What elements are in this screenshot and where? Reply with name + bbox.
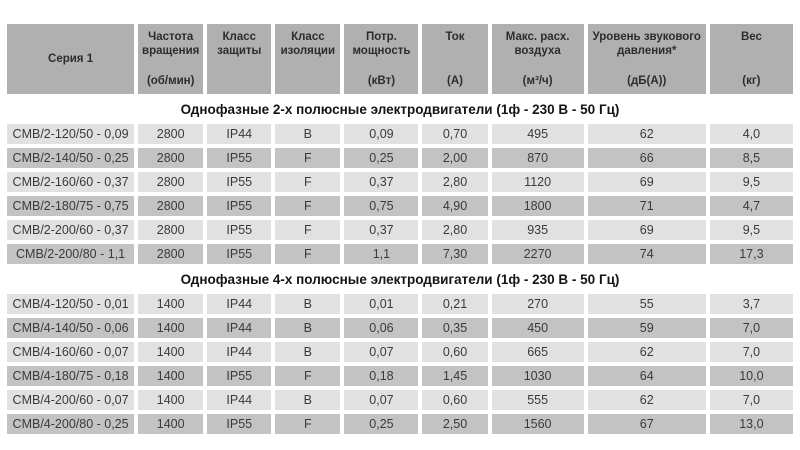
- value-cell: 9,5: [710, 172, 793, 192]
- header-label: Ток: [445, 31, 465, 43]
- value-cell: F: [275, 196, 340, 216]
- header-power: [344, 24, 418, 94]
- value-cell: B: [275, 342, 340, 362]
- value-cell: IP55: [207, 366, 271, 386]
- header-airflow: [492, 24, 584, 94]
- value-cell: 935: [492, 220, 584, 240]
- value-cell: IP55: [207, 196, 271, 216]
- value-cell: 1,45: [422, 366, 487, 386]
- header-label: Уровень звукового давления*: [592, 31, 701, 58]
- section-title-row: [7, 268, 793, 290]
- value-cell: IP55: [207, 148, 271, 168]
- value-cell: 0,25: [344, 414, 418, 434]
- value-cell: IP44: [207, 318, 271, 338]
- table-row: [7, 294, 793, 314]
- value-cell: 2,80: [422, 220, 487, 240]
- value-cell: IP55: [207, 172, 271, 192]
- table-row: [7, 196, 793, 216]
- value-cell: 2800: [138, 244, 203, 264]
- section-title: Однофазные 2-х полюсные электродвигатели (1ф - 230 В - 50 Гц): [7, 98, 793, 120]
- value-cell: 62: [588, 342, 706, 362]
- value-cell: 64: [588, 366, 706, 386]
- header-series: [7, 24, 134, 94]
- value-cell: 0,18: [344, 366, 418, 386]
- value-cell: 0,37: [344, 220, 418, 240]
- header-unit: (А): [447, 74, 463, 87]
- model-cell: CMB/2-140/50 - 0,25: [7, 148, 134, 168]
- value-cell: 1800: [492, 196, 584, 216]
- value-cell: F: [275, 414, 340, 434]
- value-cell: 2,80: [422, 172, 487, 192]
- value-cell: 450: [492, 318, 584, 338]
- value-cell: 1400: [138, 294, 203, 314]
- value-cell: 0,70: [422, 124, 487, 144]
- value-cell: 67: [588, 414, 706, 434]
- model-cell: CMB/4-120/50 - 0,01: [7, 294, 134, 314]
- value-cell: B: [275, 294, 340, 314]
- value-cell: IP44: [207, 294, 271, 314]
- value-cell: IP44: [207, 390, 271, 410]
- value-cell: 1120: [492, 172, 584, 192]
- table-row: [7, 318, 793, 338]
- table-row: [7, 244, 793, 264]
- value-cell: IP44: [207, 342, 271, 362]
- header-unit: (об/мин): [146, 74, 195, 87]
- value-cell: 59: [588, 318, 706, 338]
- table-row: [7, 148, 793, 168]
- value-cell: 1,1: [344, 244, 418, 264]
- header-row: [7, 24, 793, 94]
- header-protection-class: [207, 24, 271, 94]
- value-cell: 2800: [138, 220, 203, 240]
- value-cell: 0,37: [344, 172, 418, 192]
- section-title-row: [7, 98, 793, 120]
- value-cell: B: [275, 318, 340, 338]
- value-cell: 0,07: [344, 390, 418, 410]
- value-cell: 495: [492, 124, 584, 144]
- value-cell: F: [275, 244, 340, 264]
- value-cell: F: [275, 148, 340, 168]
- value-cell: IP55: [207, 244, 271, 264]
- value-cell: F: [275, 366, 340, 386]
- value-cell: 7,0: [710, 342, 793, 362]
- table-row: [7, 220, 793, 240]
- table-row: [7, 390, 793, 410]
- value-cell: IP55: [207, 220, 271, 240]
- header-speed: [138, 24, 203, 94]
- section-title: Однофазные 4-х полюсные электродвигатели (1ф - 230 В - 50 Гц): [7, 268, 793, 290]
- model-cell: CMB/4-180/75 - 0,18: [7, 366, 134, 386]
- model-cell: CMB/4-140/50 - 0,06: [7, 318, 134, 338]
- value-cell: 55: [588, 294, 706, 314]
- value-cell: 66: [588, 148, 706, 168]
- model-cell: CMB/4-200/60 - 0,07: [7, 390, 134, 410]
- value-cell: 0,09: [344, 124, 418, 144]
- value-cell: 0,75: [344, 196, 418, 216]
- value-cell: 13,0: [710, 414, 793, 434]
- value-cell: 0,25: [344, 148, 418, 168]
- model-cell: CMB/2-200/60 - 0,37: [7, 220, 134, 240]
- header-insulation-class: [275, 24, 340, 94]
- value-cell: 7,0: [710, 390, 793, 410]
- value-cell: 1400: [138, 318, 203, 338]
- model-cell: CMB/4-160/60 - 0,07: [7, 342, 134, 362]
- value-cell: 0,35: [422, 318, 487, 338]
- header-label: Макс. расх. воздуха: [505, 31, 570, 58]
- section-2-pole: [7, 98, 793, 264]
- value-cell: 71: [588, 196, 706, 216]
- header-weight: [710, 24, 793, 94]
- header-unit: (м³/ч): [522, 74, 553, 87]
- value-cell: 4,90: [422, 196, 487, 216]
- header-unit: (кВт): [367, 74, 396, 87]
- header-unit: (кг): [742, 74, 761, 87]
- value-cell: 9,5: [710, 220, 793, 240]
- header-label: Потр. мощность: [352, 31, 411, 58]
- value-cell: 665: [492, 342, 584, 362]
- value-cell: 69: [588, 172, 706, 192]
- header-unit: (дБ(А)): [627, 74, 667, 87]
- value-cell: 69: [588, 220, 706, 240]
- header-label: Частота вращения: [142, 31, 200, 58]
- header-current: [422, 24, 487, 94]
- table-row: [7, 124, 793, 144]
- value-cell: 2800: [138, 196, 203, 216]
- value-cell: IP55: [207, 414, 271, 434]
- model-cell: CMB/2-200/80 - 1,1: [7, 244, 134, 264]
- value-cell: 74: [588, 244, 706, 264]
- value-cell: 0,21: [422, 294, 487, 314]
- value-cell: 2,50: [422, 414, 487, 434]
- value-cell: 62: [588, 124, 706, 144]
- model-cell: CMB/2-120/50 - 0,09: [7, 124, 134, 144]
- table-row: [7, 366, 793, 386]
- value-cell: 2800: [138, 172, 203, 192]
- value-cell: 0,60: [422, 342, 487, 362]
- table-row: [7, 342, 793, 362]
- value-cell: 1400: [138, 390, 203, 410]
- value-cell: 0,07: [344, 342, 418, 362]
- value-cell: 1400: [138, 342, 203, 362]
- header-sound-level: [588, 24, 706, 94]
- value-cell: 10,0: [710, 366, 793, 386]
- value-cell: 0,60: [422, 390, 487, 410]
- value-cell: 2800: [138, 124, 203, 144]
- model-cell: CMB/2-180/75 - 0,75: [7, 196, 134, 216]
- value-cell: 8,5: [710, 148, 793, 168]
- header-label: Вес: [740, 31, 762, 43]
- header-label: Класс изоляции: [280, 31, 336, 58]
- value-cell: 1400: [138, 414, 203, 434]
- table-row: [7, 172, 793, 192]
- value-cell: F: [275, 220, 340, 240]
- value-cell: 3,7: [710, 294, 793, 314]
- value-cell: 0,01: [344, 294, 418, 314]
- header-label: Класс защиты: [217, 31, 262, 58]
- value-cell: 870: [492, 148, 584, 168]
- model-cell: CMB/2-160/60 - 0,37: [7, 172, 134, 192]
- value-cell: 1030: [492, 366, 584, 386]
- value-cell: 2270: [492, 244, 584, 264]
- motor-spec-table: [3, 20, 797, 438]
- value-cell: 4,0: [710, 124, 793, 144]
- value-cell: 0,06: [344, 318, 418, 338]
- value-cell: 2,00: [422, 148, 487, 168]
- value-cell: IP44: [207, 124, 271, 144]
- table-row: [7, 414, 793, 434]
- value-cell: 7,30: [422, 244, 487, 264]
- value-cell: 555: [492, 390, 584, 410]
- value-cell: 2800: [138, 148, 203, 168]
- value-cell: 4,7: [710, 196, 793, 216]
- value-cell: B: [275, 124, 340, 144]
- value-cell: 62: [588, 390, 706, 410]
- value-cell: F: [275, 172, 340, 192]
- model-cell: CMB/4-200/80 - 0,25: [7, 414, 134, 434]
- section-4-pole: [7, 268, 793, 434]
- value-cell: 7,0: [710, 318, 793, 338]
- header-label: Серия 1: [48, 52, 94, 65]
- value-cell: B: [275, 390, 340, 410]
- table-header: [7, 24, 793, 94]
- value-cell: 17,3: [710, 244, 793, 264]
- value-cell: 1400: [138, 366, 203, 386]
- value-cell: 270: [492, 294, 584, 314]
- value-cell: 1560: [492, 414, 584, 434]
